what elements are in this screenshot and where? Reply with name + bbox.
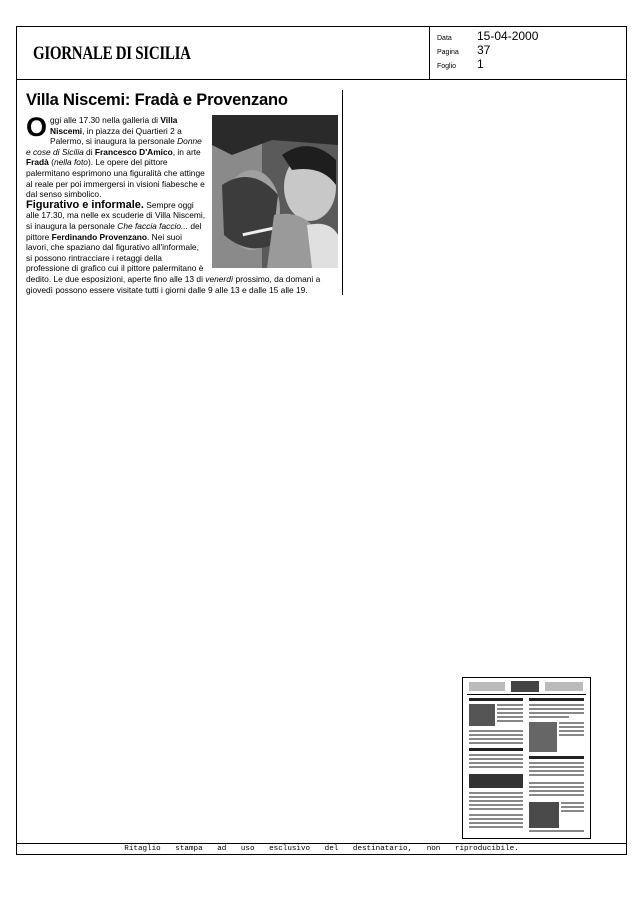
p1-text-4: , in arte [172, 146, 201, 157]
clipping-body [17, 80, 626, 844]
p2-text-3: . Nei suoi lavori, che spaziano dal figurativo all'informale, si possono rintracciare i retaggi della professione di grafico cui il pittore palermitano è dedito. Le due esposizioni, aperte fino alle 13 di [26, 231, 206, 284]
masthead-box [17, 27, 430, 79]
p2-bold-1: Ferdinando Provenzano [51, 231, 148, 242]
p1-bold-2: Francesco D'Amico [94, 146, 173, 157]
page-value: 37 [477, 43, 491, 57]
p1-text-5: ( [48, 157, 54, 168]
p1-text-2: , in piazza dei Quartieri 2 a Palermo, si inaugura la personale [50, 125, 182, 147]
p2-italic-1: Che faccia faccio... [117, 220, 189, 231]
article-subheading: Figurativo e informale. [26, 198, 144, 211]
article-headline: Villa Niscemi: Fradà e Provenzano [26, 91, 288, 109]
clipping-header [17, 27, 626, 80]
clipping-footer [17, 843, 626, 854]
page-label: Pagina [437, 49, 459, 56]
p1-bold-1: Villa Niscemi [50, 115, 178, 136]
article [26, 90, 343, 295]
artist-photo-image [212, 115, 338, 268]
clipping-metadata [437, 29, 538, 71]
p2-text-4: prossimo, da domani a giovedì possono essere visitate tutti i giorni dalle 9 alle 13 e dalle 15 alle 19. [26, 273, 321, 295]
p2-italic-2: venerdì [205, 273, 234, 284]
artist-photo [212, 115, 338, 268]
clipping-frame [16, 26, 627, 855]
p1-italic-1: Donne e cose di Sicilia [26, 136, 202, 157]
p2-text-1: Sempre oggi alle 17.30, ma nelle ex scuderie di Villa Niscemi, si inaugura la personale [26, 199, 206, 231]
drop-cap: O [26, 112, 48, 142]
date-value: 15-04-2000 [477, 29, 539, 43]
sheet-value: 1 [477, 57, 484, 71]
p1-italic-2: nella foto [53, 157, 88, 168]
date-row [437, 29, 538, 43]
newspaper-masthead: GIORNALE DI SICILIA [33, 44, 191, 64]
page-thumbnail-image [463, 678, 590, 838]
date-label: Data [437, 35, 452, 42]
page-thumbnail [462, 677, 591, 839]
p1-text-3: di [83, 146, 95, 157]
p1-text-6: ). Le opere del pittore palermitano esprimono una figuralità che attinge al reale per poi immergersi in visioni fiabesche e dal senso simbolico. [26, 157, 205, 200]
sheet-label: Foglio [437, 63, 457, 70]
sheet-row [437, 57, 538, 71]
page-row [437, 43, 538, 57]
p2-text-2: del pittore [26, 220, 202, 242]
p1-bold-3: Fradà [26, 157, 49, 168]
p1-text-1: ggi alle 17.30 nella galleria di [50, 115, 161, 125]
reproduction-notice: Ritaglio stampa ad uso esclusivo del destinatario, non riproducibile. [124, 845, 519, 853]
